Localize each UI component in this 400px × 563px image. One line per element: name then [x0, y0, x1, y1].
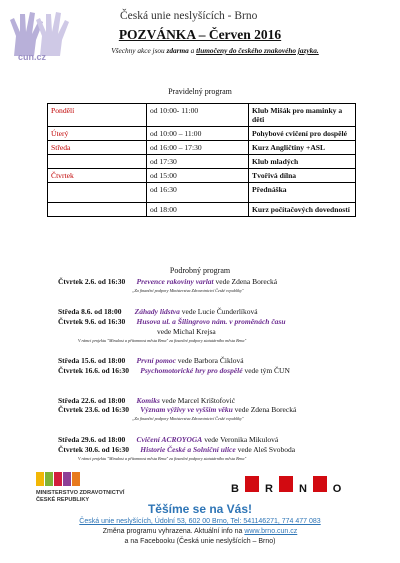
event-title: Cvičení ACROYOGA [136, 435, 203, 444]
event-leader: vede Barbora Čiklová [175, 356, 244, 365]
schedule-activity: Kurz počítačových dovedností [249, 203, 356, 217]
event-leader: vede Veronika Mikulová [202, 435, 279, 444]
event-row [58, 396, 235, 405]
event-leader: vede tým ČUN [242, 366, 290, 375]
change-note: Změna programu vyhrazena. Aktuální info na www.brno.cun.cz [102, 528, 298, 535]
schedule-time: od 17:30 [147, 155, 249, 169]
funding-note: „Za finanční podpory Ministerstva Zdravotnictví České republiky" [132, 416, 244, 421]
event-date: Středa 8.6. od 18:00 [58, 307, 122, 316]
schedule-activity: Klub Mišák pro maminky a děti [249, 104, 356, 127]
event-date: Čtvrtek 2.6. od 16:30 [58, 277, 126, 286]
event-leader: vede Aleš Svoboda [235, 445, 296, 454]
brno-letter: R [265, 483, 273, 495]
schedule-table [47, 103, 356, 217]
schedule-time: od 16:30 [147, 183, 249, 203]
event-leader: vede Zdena Borecká [232, 405, 297, 414]
schedule-row [48, 127, 356, 141]
schedule-day [48, 155, 147, 169]
event-row [58, 356, 244, 365]
contact-address [0, 518, 400, 525]
event-row [58, 307, 258, 316]
schedule-day [48, 183, 147, 203]
schedule-day: Čtvrtek [48, 169, 147, 183]
schedule-day: Pondělí [48, 104, 147, 127]
event-row [58, 366, 290, 375]
schedule-row [48, 203, 356, 217]
brno-letter: B [231, 483, 239, 495]
funding-note: V rámci projektu "Minulost a přítomnost města Brna" za finanční podpory statutárního města Brna" [78, 338, 247, 343]
event-title: První pomoc [136, 356, 176, 365]
schedule-activity: Kurz Angličtiny +ASL [249, 141, 356, 155]
closing-greeting: Těšíme se na Vás! [147, 502, 253, 516]
event-row [58, 435, 278, 444]
schedule-row [48, 141, 356, 155]
funding-note: V rámci projektu "Minulost a přítomnost města Brna" za finanční podpory statutárního města Brna" [78, 456, 247, 461]
website-link[interactable]: www.brno.cun.cz [244, 528, 298, 535]
event-title: Komiks [136, 396, 160, 405]
schedule-row [48, 169, 356, 183]
event-row [58, 317, 286, 326]
event-date: Čtvrtek 30.6. od 16:30 [58, 445, 130, 454]
org-name: Česká unie neslyšících - Brno [120, 10, 258, 22]
brno-red-block [313, 476, 327, 492]
detailed-program-heading: Podrobný program [169, 266, 231, 275]
schedule-time: od 10:00- 11:00 [147, 104, 249, 127]
schedule-day [48, 203, 147, 217]
event-row [58, 405, 296, 414]
event-title: Význam výživy ve vyšším věku [140, 405, 233, 414]
event-date: Čtvrtek 23.6. od 16:30 [58, 405, 130, 414]
event-leader: vede Lucie Čunderlíková [179, 307, 258, 316]
schedule-activity: Přednáška [249, 183, 356, 203]
brno-letter: O [332, 483, 342, 495]
logo-text: cun.cz [18, 52, 47, 62]
schedule-activity: Klub mladých [249, 155, 356, 169]
intro-text: Všechny akce jsou zdarma a tlumočeny do českého znakového jazyka. [111, 46, 319, 55]
event-row [58, 445, 295, 454]
event-title: Psychomotorické hry pro dospělé [140, 366, 243, 375]
schedule-day: Úterý [48, 127, 147, 141]
event-date: Čtvrtek 9.6. od 16:30 [58, 317, 126, 326]
event-date: Středa 29.6. od 18:00 [58, 435, 126, 444]
schedule-activity: Tvořivá dílna [249, 169, 356, 183]
brno-red-block [245, 476, 259, 492]
event-date: Středa 22.6. od 18:00 [58, 396, 126, 405]
event-title: Prevence rakoviny varlat [136, 277, 214, 286]
schedule-time: od 15:00 [147, 169, 249, 183]
event-leader: vede Zdena Borecká [213, 277, 278, 286]
event-title: Záhady lidstva [134, 307, 180, 316]
schedule-row [48, 183, 356, 203]
event-date: Středa 15.6. od 18:00 [58, 356, 126, 365]
schedule-row [48, 155, 356, 169]
ministry-name: MINISTERSTVO ZDRAVOTNICTVÍ ČESKÉ REPUBLIKY [36, 490, 125, 503]
event-leader: vede Marcel Krištofović [159, 396, 236, 405]
brno-red-block [279, 476, 293, 492]
facebook-note: a na Facebooku (Česká unie neslyšících – Brno) [124, 538, 276, 545]
ministry-logo-icon [36, 470, 88, 488]
brno-logo [225, 476, 365, 494]
schedule-day: Středa [48, 141, 147, 155]
schedule-time: od 18:00 [147, 203, 249, 217]
brno-letter: N [299, 483, 307, 495]
event-title: Historie České a Solniční ulice [140, 445, 236, 454]
event-title: Husova ul. a Šilingrovo nám. v proměnách času [136, 317, 286, 326]
schedule-time: od 16:00 – 17:30 [147, 141, 249, 155]
funding-note: „Za finanční podpory Ministerstva Zdravotnictví České republiky" [132, 288, 244, 293]
event-date: Čtvrtek 16.6. od 16:30 [58, 366, 130, 375]
schedule-activity: Pohybové cvičení pro dospělé [249, 127, 356, 141]
page-title: POZVÁNKA – Červen 2016 [118, 27, 282, 42]
address-link[interactable]: Česká unie neslyšících, Údolní 53, 602 00 Brno, Tel: 541146271, 774 477 083 [79, 518, 321, 525]
regular-program-heading: Pravidelný program [168, 87, 232, 96]
schedule-row [48, 104, 356, 127]
event-leader-line [157, 327, 216, 336]
schedule-time: od 10:00 – 11:00 [147, 127, 249, 141]
event-leader: vede Michal Krejsa [157, 327, 216, 336]
event-row [58, 277, 277, 286]
